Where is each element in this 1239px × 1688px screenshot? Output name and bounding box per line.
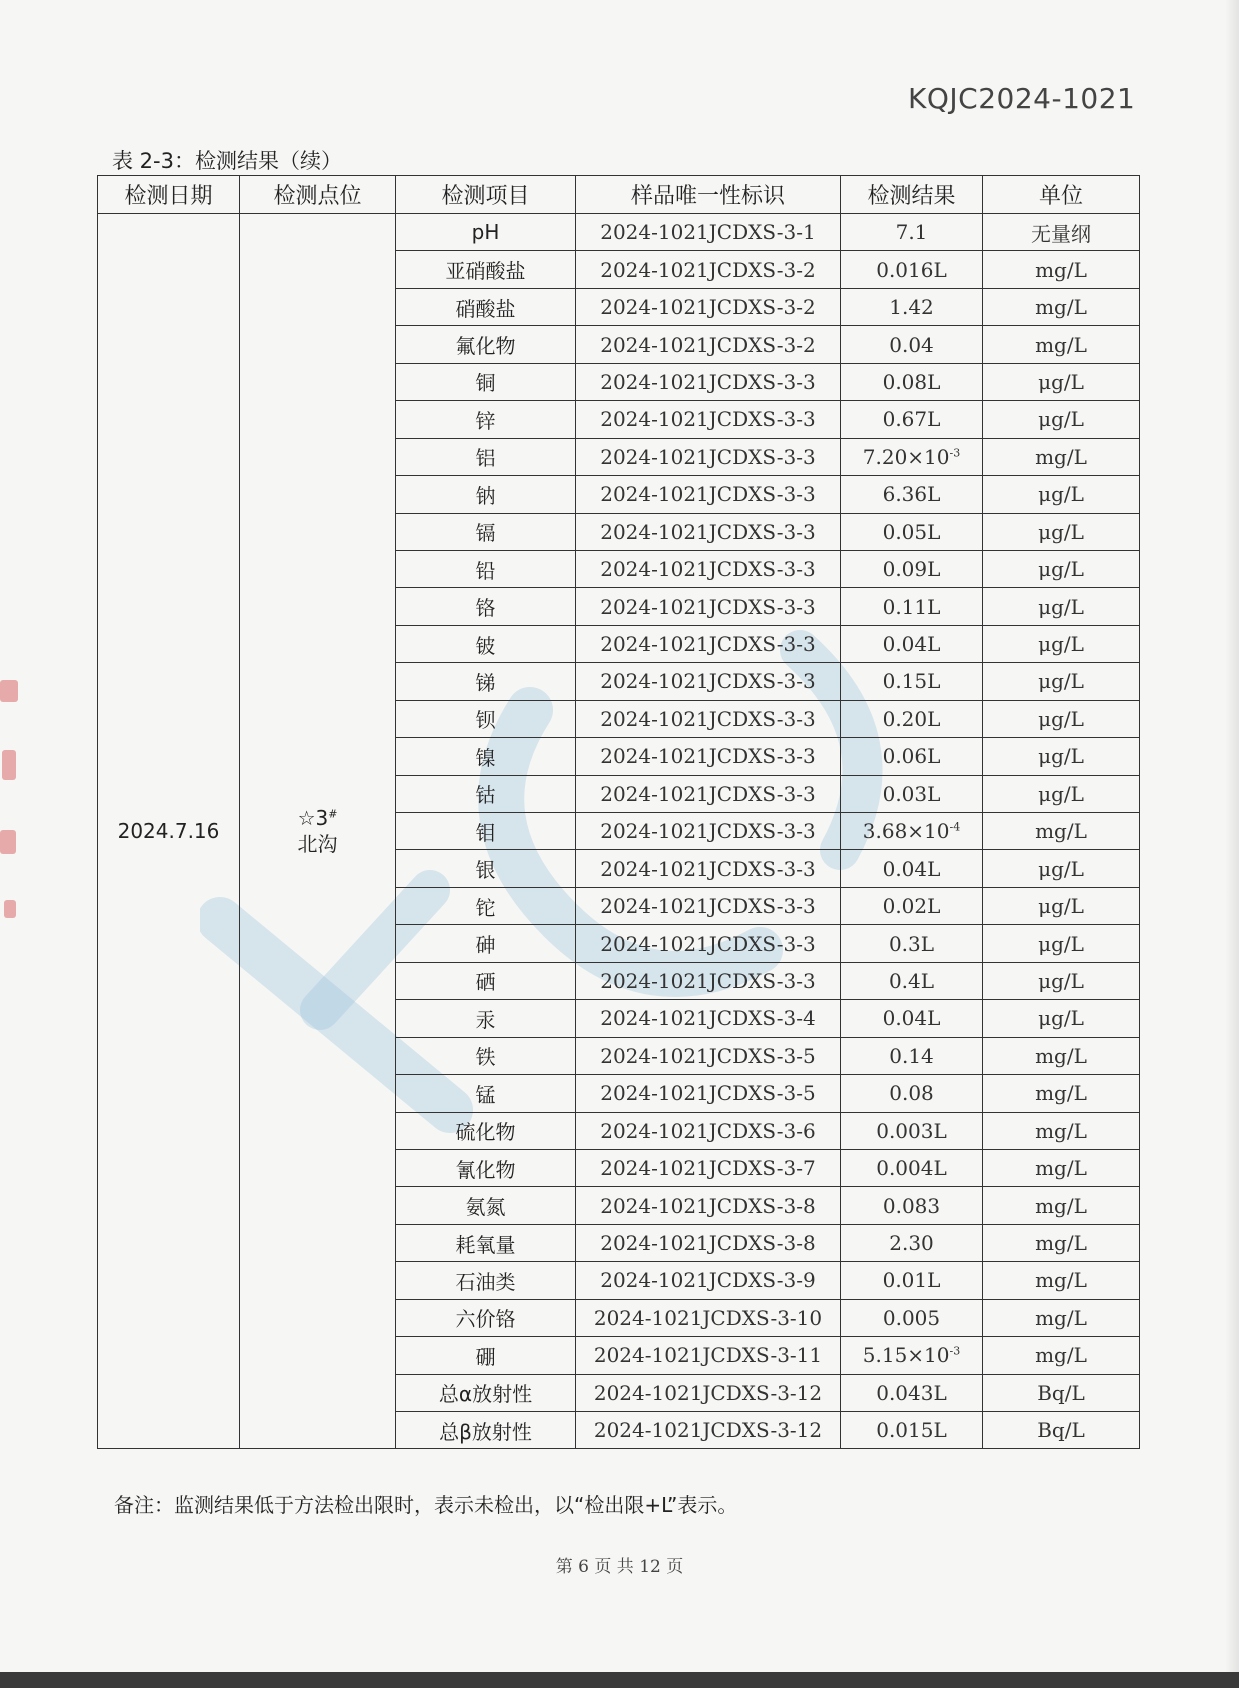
test-item bbox=[396, 1000, 576, 1037]
test-result bbox=[841, 663, 983, 700]
sample-id-text: 2024-1021JCDXS-3-3 bbox=[600, 819, 816, 844]
column-header: 检测日期 bbox=[98, 176, 240, 214]
unit bbox=[983, 1187, 1140, 1224]
sample-id-text: 2024-1021JCDXS-3-5 bbox=[600, 1043, 816, 1068]
test-result bbox=[841, 513, 983, 550]
scan-bottom-edge bbox=[0, 1672, 1239, 1688]
test-result bbox=[841, 438, 983, 475]
test-item-text: 镉 bbox=[475, 521, 496, 546]
unit-text: mg/L bbox=[1035, 1193, 1087, 1218]
unit bbox=[983, 251, 1140, 288]
unit-text: mg/L bbox=[1035, 1343, 1087, 1368]
unit bbox=[983, 738, 1140, 775]
test-item-text: 铍 bbox=[475, 633, 496, 658]
unit bbox=[983, 363, 1140, 400]
unit bbox=[983, 1224, 1140, 1261]
sample-id bbox=[576, 588, 841, 625]
test-result bbox=[841, 850, 983, 887]
sample-id bbox=[576, 775, 841, 812]
test-result bbox=[841, 1262, 983, 1299]
test-result bbox=[841, 1037, 983, 1074]
unit-text: mg/L bbox=[1035, 257, 1087, 282]
test-result bbox=[841, 1337, 983, 1374]
unit-text: μg/L bbox=[1038, 557, 1084, 582]
unit bbox=[983, 850, 1140, 887]
unit-text: μg/L bbox=[1038, 706, 1084, 731]
result-exponent: -3 bbox=[949, 446, 961, 460]
test-item-text: 钼 bbox=[475, 820, 496, 845]
results-body bbox=[98, 214, 1140, 1449]
test-item bbox=[396, 813, 576, 850]
sample-id bbox=[576, 850, 841, 887]
result-exponent: -4 bbox=[949, 820, 961, 834]
sample-id-text: 2024-1021JCDXS-3-3 bbox=[600, 369, 816, 394]
sample-id bbox=[576, 1337, 841, 1374]
test-item bbox=[396, 401, 576, 438]
test-item bbox=[396, 925, 576, 962]
test-result-text: 0.04 bbox=[889, 332, 934, 357]
sample-id-text: 2024-1021JCDXS-3-3 bbox=[600, 894, 816, 919]
test-item bbox=[396, 625, 576, 662]
test-item-text: 总α放射性 bbox=[438, 1382, 533, 1407]
sample-id bbox=[576, 476, 841, 513]
test-item-text: 锌 bbox=[475, 408, 496, 433]
test-item-text: 硝酸盐 bbox=[455, 296, 516, 321]
sample-id-text: 2024-1021JCDXS-3-3 bbox=[600, 968, 816, 993]
sample-id-text: 2024-1021JCDXS-3-5 bbox=[600, 1081, 816, 1106]
unit-text: mg/L bbox=[1035, 444, 1087, 469]
sample-id bbox=[576, 326, 841, 363]
unit-text: μg/L bbox=[1038, 856, 1084, 881]
test-result bbox=[841, 1299, 983, 1336]
unit bbox=[983, 1374, 1140, 1411]
sample-id-text: 2024-1021JCDXS-3-12 bbox=[593, 1418, 823, 1443]
test-item bbox=[396, 1412, 576, 1449]
sample-id-text: 2024-1021JCDXS-3-3 bbox=[600, 519, 816, 544]
sample-id bbox=[576, 925, 841, 962]
sample-id bbox=[576, 1075, 841, 1112]
test-item bbox=[396, 1299, 576, 1336]
test-item-text: 镍 bbox=[475, 745, 496, 770]
sample-id bbox=[576, 700, 841, 737]
test-item bbox=[396, 1112, 576, 1149]
test-item-text: 铜 bbox=[475, 371, 496, 396]
unit bbox=[983, 476, 1140, 513]
test-item-text: 氨氮 bbox=[465, 1195, 506, 1220]
test-item-text: 汞 bbox=[475, 1007, 496, 1032]
unit-text: mg/L bbox=[1035, 295, 1087, 320]
test-result-text: 0.04L bbox=[882, 1006, 941, 1031]
test-item-text: 石油类 bbox=[455, 1269, 516, 1294]
unit-text: mg/L bbox=[1035, 1268, 1087, 1293]
sample-id-text: 2024-1021JCDXS-3-8 bbox=[600, 1193, 816, 1218]
test-result bbox=[841, 1112, 983, 1149]
test-item bbox=[396, 588, 576, 625]
test-item bbox=[396, 251, 576, 288]
test-item bbox=[396, 887, 576, 924]
test-result-text: 0.05L bbox=[882, 519, 941, 544]
detection-date: 2024.7.16 bbox=[98, 214, 240, 1449]
sample-id-text: 2024-1021JCDXS-3-12 bbox=[593, 1380, 823, 1405]
test-item-text: 钡 bbox=[475, 708, 496, 733]
test-item bbox=[396, 550, 576, 587]
test-result-text: 0.08L bbox=[882, 369, 941, 394]
sample-id-text: 2024-1021JCDXS-3-3 bbox=[600, 632, 816, 657]
test-result-text: 0.04L bbox=[882, 856, 941, 881]
sample-id-text: 2024-1021JCDXS-3-7 bbox=[600, 1156, 816, 1181]
column-header: 单位 bbox=[983, 176, 1140, 214]
test-result-text: 0.043L bbox=[876, 1380, 947, 1405]
test-item-text: 亚硝酸盐 bbox=[445, 259, 526, 284]
test-item bbox=[396, 850, 576, 887]
test-item bbox=[396, 214, 576, 251]
sample-id bbox=[576, 663, 841, 700]
unit bbox=[983, 663, 1140, 700]
sample-id-text: 2024-1021JCDXS-3-3 bbox=[600, 744, 816, 769]
test-item bbox=[396, 326, 576, 363]
unit bbox=[983, 1262, 1140, 1299]
test-result bbox=[841, 738, 983, 775]
test-item-text: 砷 bbox=[475, 933, 496, 958]
unit bbox=[983, 1037, 1140, 1074]
page-number: 第 6 页 共 12 页 bbox=[555, 1557, 684, 1577]
unit bbox=[983, 588, 1140, 625]
test-result-text: 0.03L bbox=[882, 781, 941, 806]
test-item bbox=[396, 1037, 576, 1074]
test-item-text: 六价铬 bbox=[455, 1307, 516, 1332]
test-item-text: 锑 bbox=[475, 670, 496, 695]
test-result bbox=[841, 1149, 983, 1186]
test-item-text: 氟化物 bbox=[455, 334, 516, 359]
unit-text: μg/L bbox=[1038, 894, 1084, 919]
unit bbox=[983, 1000, 1140, 1037]
test-result-text: 0.11L bbox=[882, 594, 941, 619]
unit-text: mg/L bbox=[1035, 819, 1087, 844]
test-result bbox=[841, 887, 983, 924]
test-result-text: 7.20×10 bbox=[862, 444, 950, 469]
unit bbox=[983, 962, 1140, 999]
stamp-mark bbox=[0, 680, 26, 940]
test-result bbox=[841, 1412, 983, 1449]
column-header: 检测结果 bbox=[841, 176, 983, 214]
sample-id bbox=[576, 1374, 841, 1411]
sample-id bbox=[576, 1112, 841, 1149]
sample-id-text: 2024-1021JCDXS-3-6 bbox=[600, 1118, 816, 1143]
sample-id bbox=[576, 1149, 841, 1186]
test-item-text: 银 bbox=[475, 858, 496, 883]
unit-text: μg/L bbox=[1038, 482, 1084, 507]
test-result-text: 0.04L bbox=[882, 632, 941, 657]
point-symbol: ☆3 bbox=[297, 806, 329, 831]
sample-id-text: 2024-1021JCDXS-3-3 bbox=[600, 407, 816, 432]
table-note: 备注：监测结果低于方法检出限时，表示未检出，以“检出限+L”表示。 bbox=[114, 1493, 738, 1517]
test-result bbox=[841, 962, 983, 999]
test-item bbox=[396, 775, 576, 812]
unit bbox=[983, 887, 1140, 924]
unit-text: mg/L bbox=[1035, 1231, 1087, 1256]
test-item bbox=[396, 438, 576, 475]
sample-id-text: 2024-1021JCDXS-3-2 bbox=[600, 295, 816, 320]
test-item bbox=[396, 1337, 576, 1374]
unit bbox=[983, 1337, 1140, 1374]
sample-id bbox=[576, 1037, 841, 1074]
report-number: KQJC2024-1021 bbox=[908, 82, 1136, 115]
unit-text: μg/L bbox=[1038, 669, 1084, 694]
sample-id-text: 2024-1021JCDXS-3-3 bbox=[600, 856, 816, 881]
test-item-text: 铅 bbox=[475, 558, 496, 583]
unit-text: μg/L bbox=[1038, 594, 1084, 619]
sample-id-text: 2024-1021JCDXS-3-3 bbox=[600, 931, 816, 956]
test-result-text: 0.004L bbox=[876, 1156, 947, 1181]
test-result bbox=[841, 476, 983, 513]
sample-id-text: 2024-1021JCDXS-3-3 bbox=[600, 557, 816, 582]
test-result bbox=[841, 1374, 983, 1411]
unit bbox=[983, 775, 1140, 812]
unit bbox=[983, 1112, 1140, 1149]
test-result-text: 2.30 bbox=[889, 1231, 934, 1256]
column-header: 检测点位 bbox=[240, 176, 396, 214]
sample-id bbox=[576, 363, 841, 400]
test-item-text: 钠 bbox=[475, 483, 496, 508]
test-item-text: 硫化物 bbox=[455, 1120, 516, 1145]
sample-id-text: 2024-1021JCDXS-3-1 bbox=[600, 220, 816, 245]
point-superscript: # bbox=[328, 807, 338, 821]
test-result bbox=[841, 288, 983, 325]
sample-id-text: 2024-1021JCDXS-3-2 bbox=[600, 257, 816, 282]
sample-id bbox=[576, 438, 841, 475]
unit-text: mg/L bbox=[1035, 332, 1087, 357]
unit bbox=[983, 813, 1140, 850]
test-result-text: 0.4L bbox=[888, 968, 935, 993]
unit bbox=[983, 1299, 1140, 1336]
unit-text: 无量纲 bbox=[1031, 221, 1091, 246]
unit-text: Bq/L bbox=[1037, 1418, 1085, 1443]
sample-id bbox=[576, 550, 841, 587]
sample-id bbox=[576, 1187, 841, 1224]
unit-text: μg/L bbox=[1038, 781, 1084, 806]
sample-id-text: 2024-1021JCDXS-3-3 bbox=[600, 706, 816, 731]
test-result-text: 6.36L bbox=[882, 482, 941, 507]
test-item bbox=[396, 1149, 576, 1186]
unit-text: μg/L bbox=[1038, 1006, 1084, 1031]
test-item bbox=[396, 663, 576, 700]
sample-id bbox=[576, 288, 841, 325]
sample-id bbox=[576, 214, 841, 251]
sample-id bbox=[576, 962, 841, 999]
detection-point bbox=[240, 214, 396, 1449]
test-result bbox=[841, 1000, 983, 1037]
sample-id-text: 2024-1021JCDXS-3-8 bbox=[600, 1231, 816, 1256]
test-result-text: 5.15×10 bbox=[862, 1343, 950, 1368]
unit bbox=[983, 1075, 1140, 1112]
test-result-text: 0.20L bbox=[882, 706, 941, 731]
test-result bbox=[841, 588, 983, 625]
test-item-text: 耗氧量 bbox=[455, 1232, 516, 1257]
unit-text: mg/L bbox=[1035, 1156, 1087, 1181]
test-item-text: 氰化物 bbox=[455, 1157, 516, 1182]
sample-id-text: 2024-1021JCDXS-3-9 bbox=[600, 1268, 816, 1293]
test-result-text: 0.083 bbox=[882, 1193, 941, 1218]
test-result-text: 0.005 bbox=[882, 1305, 941, 1330]
test-result-text: 0.67L bbox=[882, 407, 941, 432]
unit bbox=[983, 326, 1140, 363]
test-item-text: 钴 bbox=[475, 783, 496, 808]
sample-id bbox=[576, 1299, 841, 1336]
test-result-text: 0.01L bbox=[882, 1268, 941, 1293]
unit bbox=[983, 513, 1140, 550]
test-result bbox=[841, 326, 983, 363]
test-item-text: 铁 bbox=[475, 1045, 496, 1070]
unit-text: mg/L bbox=[1035, 1043, 1087, 1068]
sample-id bbox=[576, 513, 841, 550]
test-item bbox=[396, 1187, 576, 1224]
test-item-text: pH bbox=[471, 220, 500, 245]
sample-id-text: 2024-1021JCDXS-3-3 bbox=[600, 482, 816, 507]
test-item bbox=[396, 363, 576, 400]
test-item bbox=[396, 738, 576, 775]
sample-id bbox=[576, 1412, 841, 1449]
sample-id bbox=[576, 1224, 841, 1261]
scan-edge-shadow bbox=[1225, 0, 1239, 1688]
sample-id bbox=[576, 251, 841, 288]
test-item bbox=[396, 700, 576, 737]
sample-id bbox=[576, 401, 841, 438]
test-item-text: 总β放射性 bbox=[439, 1419, 532, 1444]
test-result-text: 0.015L bbox=[876, 1418, 947, 1443]
test-result-text: 0.14 bbox=[889, 1043, 934, 1068]
sample-id-text: 2024-1021JCDXS-3-3 bbox=[600, 781, 816, 806]
test-result-text: 0.08 bbox=[889, 1081, 934, 1106]
sample-id-text: 2024-1021JCDXS-3-3 bbox=[600, 594, 816, 619]
test-result bbox=[841, 1224, 983, 1261]
test-result bbox=[841, 775, 983, 812]
sample-id bbox=[576, 813, 841, 850]
column-header: 检测项目 bbox=[396, 176, 576, 214]
column-header: 样品唯一性标识 bbox=[576, 176, 841, 214]
test-item bbox=[396, 1262, 576, 1299]
unit-text: μg/L bbox=[1038, 369, 1084, 394]
test-result bbox=[841, 401, 983, 438]
unit bbox=[983, 700, 1140, 737]
sample-id bbox=[576, 738, 841, 775]
unit-text: μg/L bbox=[1038, 744, 1084, 769]
test-item-text: 硼 bbox=[475, 1344, 496, 1369]
sample-id-text: 2024-1021JCDXS-3-3 bbox=[600, 669, 816, 694]
test-result bbox=[841, 625, 983, 662]
unit-text: μg/L bbox=[1038, 632, 1084, 657]
unit bbox=[983, 401, 1140, 438]
unit bbox=[983, 288, 1140, 325]
table-row bbox=[98, 214, 1140, 251]
unit bbox=[983, 438, 1140, 475]
unit-text: mg/L bbox=[1035, 1118, 1087, 1143]
unit bbox=[983, 550, 1140, 587]
test-item bbox=[396, 288, 576, 325]
test-item-text: 锰 bbox=[475, 1082, 496, 1107]
sample-id-text: 2024-1021JCDXS-3-4 bbox=[600, 1006, 816, 1031]
test-result bbox=[841, 550, 983, 587]
test-result-text: 0.3L bbox=[888, 931, 935, 956]
test-result bbox=[841, 925, 983, 962]
unit-text: μg/L bbox=[1038, 931, 1084, 956]
test-result-text: 7.1 bbox=[895, 220, 928, 245]
unit bbox=[983, 925, 1140, 962]
test-result bbox=[841, 1187, 983, 1224]
test-item-text: 硒 bbox=[475, 970, 496, 995]
unit-text: μg/L bbox=[1038, 968, 1084, 993]
table-header-row bbox=[98, 176, 1140, 214]
unit-text: μg/L bbox=[1038, 407, 1084, 432]
test-item bbox=[396, 476, 576, 513]
test-result bbox=[841, 813, 983, 850]
point-name: 北沟 bbox=[297, 832, 338, 857]
result-exponent: -3 bbox=[949, 1344, 961, 1358]
test-result-text: 0.06L bbox=[882, 744, 941, 769]
test-result-text: 0.09L bbox=[882, 557, 941, 582]
sample-id bbox=[576, 1000, 841, 1037]
test-result bbox=[841, 1075, 983, 1112]
test-result-text: 3.68×10 bbox=[862, 819, 950, 844]
unit-text: Bq/L bbox=[1037, 1380, 1085, 1405]
test-item bbox=[396, 1224, 576, 1261]
test-item-text: 铬 bbox=[475, 596, 496, 621]
unit-text: mg/L bbox=[1035, 1081, 1087, 1106]
test-item-text: 铊 bbox=[475, 895, 496, 920]
test-item bbox=[396, 1075, 576, 1112]
sample-id-text: 2024-1021JCDXS-3-10 bbox=[593, 1305, 823, 1330]
unit bbox=[983, 214, 1140, 251]
unit bbox=[983, 1412, 1140, 1449]
test-result bbox=[841, 363, 983, 400]
sample-id bbox=[576, 1262, 841, 1299]
test-result bbox=[841, 700, 983, 737]
test-result-text: 0.15L bbox=[882, 669, 941, 694]
sample-id bbox=[576, 625, 841, 662]
unit-text: mg/L bbox=[1035, 1305, 1087, 1330]
unit bbox=[983, 625, 1140, 662]
test-result bbox=[841, 214, 983, 251]
test-item bbox=[396, 962, 576, 999]
test-item-text: 铝 bbox=[475, 446, 496, 471]
test-item bbox=[396, 1374, 576, 1411]
test-result bbox=[841, 251, 983, 288]
test-result-text: 1.42 bbox=[889, 295, 934, 320]
sample-id-text: 2024-1021JCDXS-3-2 bbox=[600, 332, 816, 357]
sample-id-text: 2024-1021JCDXS-3-3 bbox=[600, 444, 816, 469]
unit-text: μg/L bbox=[1038, 519, 1084, 544]
test-result-text: 0.016L bbox=[876, 257, 947, 282]
results-table bbox=[97, 175, 1140, 1449]
table-caption: 表 2-3：检测结果（续） bbox=[112, 149, 342, 173]
test-item bbox=[396, 513, 576, 550]
sample-id-text: 2024-1021JCDXS-3-11 bbox=[593, 1343, 823, 1368]
sample-id bbox=[576, 887, 841, 924]
unit bbox=[983, 1149, 1140, 1186]
test-result-text: 0.003L bbox=[876, 1118, 947, 1143]
test-result-text: 0.02L bbox=[882, 894, 941, 919]
